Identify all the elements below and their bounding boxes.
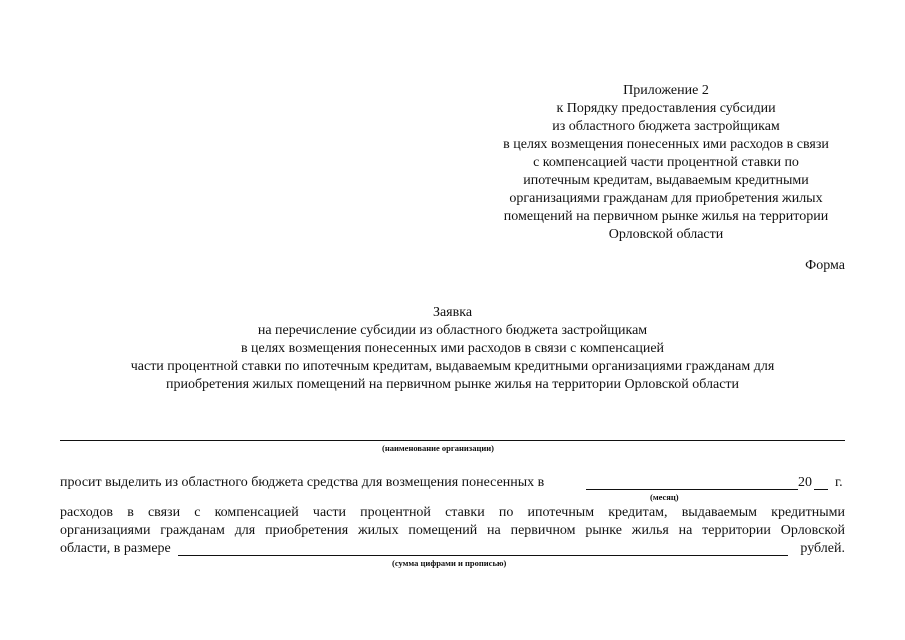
request-line-text: просит выделить из областного бюджета средства для возмещения понесенных в: [60, 475, 545, 490]
amount-field[interactable]: [178, 540, 788, 556]
amount-caption: (сумма цифрами и прописью): [392, 558, 507, 568]
month-caption: (месяц): [650, 492, 679, 502]
appendix-line: Приложение 2: [623, 83, 709, 98]
year-prefix: 20: [798, 475, 812, 490]
form-label: Форма: [805, 258, 845, 273]
amount-line: [60, 540, 845, 558]
organization-caption: (наименование организации): [382, 443, 494, 453]
appendix-line: помещений на первичном рынке жилья на территории: [503, 209, 829, 224]
appendix-line: с компенсацией части процентной ставки по: [533, 155, 799, 170]
appendix-line: организациями гражданам для приобретения жилых: [509, 191, 823, 206]
request-subtitle-line: в целях возмещения понесенных ими расходов в связи с компенсацией: [240, 341, 665, 356]
amount-line-text: области, в размере: [60, 541, 171, 556]
appendix-line: к Порядку предоставления субсидии: [556, 101, 776, 116]
paragraph-line: расходов в связи с компенсацией части процентной ставки по ипотечным кредитам, выдаваемым кредитными: [60, 505, 845, 520]
month-field[interactable]: [586, 474, 798, 490]
request-line-month: [60, 474, 845, 492]
organization-name-field[interactable]: [60, 440, 845, 441]
request-subtitle-line: приобретения жилых помещений на первичном рынке жилья на территории Орловской области: [165, 377, 740, 392]
appendix-line: в целях возмещения понесенных ими расходов в связи: [503, 137, 829, 152]
request-subtitle-line: части процентной ставки по ипотечным кредитам, выдаваемым кредитными организациями гражданам для: [130, 359, 775, 374]
request-subtitle-line: на перечисление субсидии из областного бюджета застройщикам: [257, 323, 648, 338]
paragraph-line: организациями гражданам для приобретения жилых помещений на первичном рынке жилья на территории Орловской: [60, 523, 845, 538]
year-field[interactable]: [814, 474, 828, 490]
request-paragraph: [60, 504, 845, 540]
request-title-block: [60, 304, 845, 394]
appendix-line: Орловской области: [608, 227, 724, 242]
currency-label: рублей.: [800, 541, 845, 556]
appendix-line: ипотечным кредитам, выдаваемым кредитными: [523, 173, 809, 188]
year-suffix: г.: [835, 475, 843, 490]
appendix-line: из областного бюджета застройщикам: [552, 119, 780, 134]
appendix-header: [470, 82, 862, 244]
request-title: Заявка: [432, 305, 473, 320]
